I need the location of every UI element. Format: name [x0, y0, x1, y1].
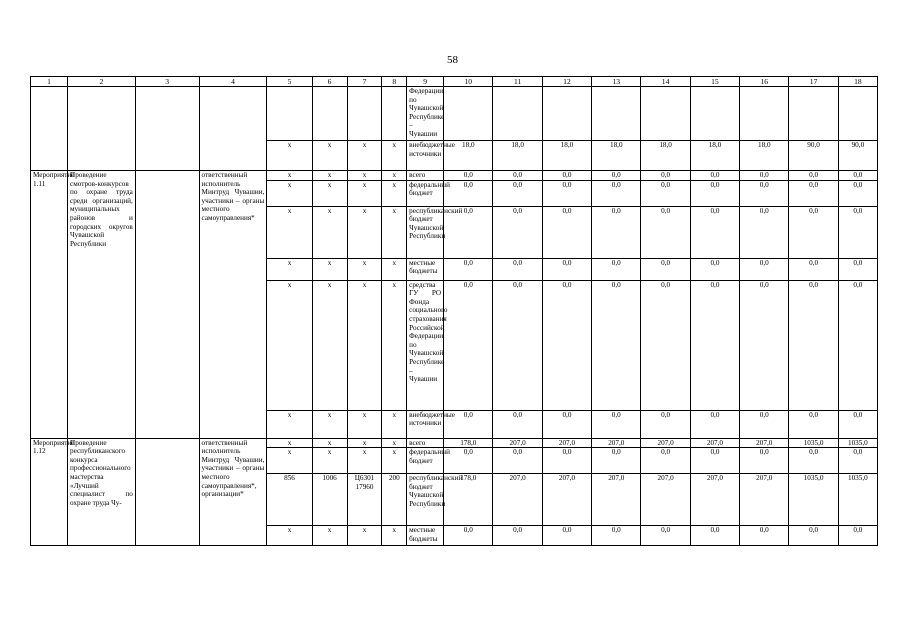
cell-value: 0,0 [740, 258, 789, 280]
cell-section: x [312, 410, 347, 438]
cell-funding-source: местные бюджеты [407, 526, 444, 546]
cell-value: 0,0 [444, 258, 493, 280]
cell-section: x [312, 448, 347, 474]
cell-value: 0,0 [690, 448, 739, 474]
column-number: 18 [838, 77, 877, 87]
cell-grbs: x [267, 438, 312, 448]
column-number: 11 [493, 77, 542, 87]
cell-empty [135, 438, 199, 546]
cell-value: 0,0 [542, 448, 591, 474]
cell-value: 207,0 [641, 438, 690, 448]
cell-target-article: x [347, 410, 382, 438]
column-number: 13 [592, 77, 641, 87]
cell-value: 0,0 [444, 171, 493, 181]
page-number: 58 [447, 54, 458, 66]
cell-value: 0,0 [641, 410, 690, 438]
cell-section: x [312, 526, 347, 546]
cell-funding-source: республиканский бюджет Чувашской Республики [407, 474, 444, 526]
cell-value: 0,0 [493, 258, 542, 280]
cell-value: 0,0 [740, 280, 789, 410]
cell-section: x [312, 280, 347, 410]
cell-value: 0,0 [444, 410, 493, 438]
cell-funding-source: внебюджетные источники [407, 141, 444, 171]
cell-value: 18,0 [592, 141, 641, 171]
cell-expense-group: x [382, 258, 407, 280]
cell-value: 90,0 [789, 141, 838, 171]
cell-value: 0,0 [690, 280, 739, 410]
cell-value: 0,0 [641, 448, 690, 474]
cell-value: 0,0 [838, 180, 877, 206]
cell-value: 0,0 [592, 448, 641, 474]
cell-value: 0,0 [444, 280, 493, 410]
cell-value: 0,0 [740, 526, 789, 546]
cell-value: 0,0 [592, 410, 641, 438]
table-row [31, 171, 878, 181]
cell-value: 0,0 [493, 171, 542, 181]
cell-value: 207,0 [542, 438, 591, 448]
cell-value: 207,0 [690, 474, 739, 526]
cell-value: 0,0 [690, 410, 739, 438]
cell-value: 178,0 [444, 474, 493, 526]
column-number: 16 [740, 77, 789, 87]
cell-expense-group: x [382, 171, 407, 181]
cell-value: 0,0 [493, 280, 542, 410]
cell-empty [592, 87, 641, 141]
cell-value: 0,0 [740, 206, 789, 258]
cell-value: 207,0 [592, 438, 641, 448]
cell-funding-source: Федерации по Чувашской Республике – Чувашии [407, 87, 444, 141]
column-number: 7 [347, 77, 382, 87]
cell-empty [267, 87, 312, 141]
column-number: 4 [199, 77, 267, 87]
cell-value: 0,0 [641, 206, 690, 258]
cell-expense-group: x [382, 526, 407, 546]
cell-value: 0,0 [592, 280, 641, 410]
cell-value: 0,0 [838, 171, 877, 181]
cell-empty [68, 87, 136, 171]
cell-value: 0,0 [690, 180, 739, 206]
cell-empty [542, 87, 591, 141]
activity-number: Мероприятие 1.11 [31, 171, 68, 439]
cell-target-article: x [347, 526, 382, 546]
cell-value: 0,0 [740, 448, 789, 474]
cell-grbs: x [267, 258, 312, 280]
cell-value: 0,0 [690, 171, 739, 181]
cell-value: 0,0 [641, 171, 690, 181]
cell-value: 0,0 [789, 448, 838, 474]
column-number: 12 [542, 77, 591, 87]
cell-empty [135, 87, 199, 171]
cell-expense-group: 200 [382, 474, 407, 526]
cell-empty [199, 87, 267, 171]
cell-grbs: 856 [267, 474, 312, 526]
cell-grbs: x [267, 180, 312, 206]
cell-value: 0,0 [789, 171, 838, 181]
cell-section: x [312, 180, 347, 206]
cell-empty [789, 87, 838, 141]
cell-expense-group: x [382, 448, 407, 474]
column-number: 10 [444, 77, 493, 87]
cell-value: 0,0 [592, 206, 641, 258]
cell-value: 1035,0 [838, 438, 877, 448]
cell-funding-source: всего [407, 171, 444, 181]
cell-empty [382, 87, 407, 141]
cell-value: 207,0 [740, 438, 789, 448]
cell-value: 0,0 [542, 526, 591, 546]
cell-section: x [312, 438, 347, 448]
cell-value: 0,0 [641, 280, 690, 410]
cell-value: 90,0 [838, 141, 877, 171]
cell-value: 1035,0 [838, 474, 877, 526]
column-number: 8 [382, 77, 407, 87]
column-number: 3 [135, 77, 199, 87]
cell-target-article: x [347, 171, 382, 181]
cell-section: 1006 [312, 474, 347, 526]
table-row [31, 438, 878, 448]
column-number: 2 [68, 77, 136, 87]
table-row [31, 87, 878, 141]
cell-expense-group: x [382, 141, 407, 171]
cell-value: 0,0 [493, 180, 542, 206]
cell-value: 207,0 [493, 474, 542, 526]
cell-grbs: x [267, 410, 312, 438]
cell-grbs: x [267, 448, 312, 474]
cell-section: x [312, 258, 347, 280]
cell-value: 0,0 [542, 258, 591, 280]
cell-funding-source: федеральный бюджет [407, 448, 444, 474]
cell-value: 0,0 [444, 448, 493, 474]
cell-empty [838, 87, 877, 141]
cell-value: 0,0 [592, 171, 641, 181]
activity-name: Проведение смотров-конкурсов по охране труда среди организаций, муниципальных районов и городских округов Чувашской Республики [68, 171, 136, 439]
cell-value: 0,0 [542, 206, 591, 258]
activity-executor: ответственный исполнитель Минтруд Чувашии, участники – органы местного самоуправления*, организации* [199, 438, 267, 546]
cell-empty [493, 87, 542, 141]
cell-value: 0,0 [641, 180, 690, 206]
column-number: 1 [31, 77, 68, 87]
cell-empty [740, 87, 789, 141]
activity-name: Проведение республиканского конкурса профессионального мастерства «Лучший специалист по охране труда Чу- [68, 438, 136, 546]
cell-value: 0,0 [690, 258, 739, 280]
cell-target-article: x [347, 280, 382, 410]
cell-value: 0,0 [444, 526, 493, 546]
column-number: 17 [789, 77, 838, 87]
cell-grbs: x [267, 280, 312, 410]
cell-target-article: x [347, 206, 382, 258]
cell-expense-group: x [382, 410, 407, 438]
cell-value: 0,0 [789, 280, 838, 410]
cell-expense-group: x [382, 180, 407, 206]
cell-section: x [312, 171, 347, 181]
cell-value: 0,0 [838, 448, 877, 474]
cell-value: 1035,0 [789, 438, 838, 448]
cell-value: 0,0 [592, 180, 641, 206]
cell-value: 18,0 [444, 141, 493, 171]
cell-value: 0,0 [641, 258, 690, 280]
column-number: 15 [690, 77, 739, 87]
cell-expense-group: x [382, 438, 407, 448]
cell-funding-source: федеральный бюджет [407, 180, 444, 206]
cell-value: 0,0 [493, 448, 542, 474]
cell-value: 0,0 [542, 180, 591, 206]
cell-value: 0,0 [493, 410, 542, 438]
cell-funding-source: средства ГУ РО Фонда социального страхования Российской Федерации по Чувашской Республике – Чувашии [407, 280, 444, 410]
column-number: 6 [312, 77, 347, 87]
cell-value: 207,0 [690, 438, 739, 448]
cell-funding-source: внебюджетные источники [407, 410, 444, 438]
cell-empty [444, 87, 493, 141]
column-number: 14 [641, 77, 690, 87]
cell-expense-group: x [382, 280, 407, 410]
cell-value: 0,0 [493, 206, 542, 258]
cell-empty [135, 171, 199, 439]
cell-grbs: x [267, 206, 312, 258]
cell-empty [641, 87, 690, 141]
cell-empty [312, 87, 347, 141]
cell-section: x [312, 206, 347, 258]
activity-number: Мероприятие 1.12 [31, 438, 68, 546]
cell-value: 0,0 [789, 410, 838, 438]
cell-value: 0,0 [542, 410, 591, 438]
cell-empty [347, 87, 382, 141]
cell-section: x [312, 141, 347, 171]
cell-target-article: x [347, 448, 382, 474]
cell-value: 207,0 [542, 474, 591, 526]
cell-value: 18,0 [740, 141, 789, 171]
cell-grbs: x [267, 141, 312, 171]
cell-target-article: x [347, 180, 382, 206]
cell-value: 0,0 [592, 526, 641, 546]
activity-executor: ответственный исполнитель Минтруд Чувашии, участники – органы местного самоуправления* [199, 171, 267, 439]
cell-value: 18,0 [493, 141, 542, 171]
cell-value: 0,0 [838, 526, 877, 546]
cell-value: 0,0 [542, 280, 591, 410]
cell-value: 0,0 [838, 206, 877, 258]
cell-value: 207,0 [641, 474, 690, 526]
cell-value: 0,0 [789, 206, 838, 258]
cell-value: 0,0 [838, 410, 877, 438]
cell-value: 0,0 [789, 180, 838, 206]
cell-value: 0,0 [592, 258, 641, 280]
cell-value: 18,0 [690, 141, 739, 171]
cell-value: 0,0 [690, 526, 739, 546]
cell-value: 207,0 [592, 474, 641, 526]
cell-value: 0,0 [641, 526, 690, 546]
cell-grbs: x [267, 171, 312, 181]
cell-empty [31, 87, 68, 171]
cell-value: 18,0 [542, 141, 591, 171]
cell-value: 0,0 [493, 526, 542, 546]
column-number: 9 [407, 77, 444, 87]
cell-value: 18,0 [641, 141, 690, 171]
budget-table [30, 76, 878, 546]
cell-target-article: x [347, 258, 382, 280]
cell-value: 0,0 [838, 258, 877, 280]
cell-value: 0,0 [789, 258, 838, 280]
cell-empty [690, 87, 739, 141]
cell-grbs: x [267, 526, 312, 546]
cell-value: 0,0 [740, 410, 789, 438]
cell-funding-source: всего [407, 438, 444, 448]
cell-value: 0,0 [740, 180, 789, 206]
cell-target-article: x [347, 438, 382, 448]
cell-value: 0,0 [444, 180, 493, 206]
cell-funding-source: местные бюджеты [407, 258, 444, 280]
column-number: 5 [267, 77, 312, 87]
cell-value: 0,0 [789, 526, 838, 546]
cell-value: 207,0 [740, 474, 789, 526]
cell-target-article: x [347, 141, 382, 171]
cell-value: 1035,0 [789, 474, 838, 526]
cell-target-article: Ц6301 17960 [347, 474, 382, 526]
cell-value: 0,0 [542, 171, 591, 181]
cell-value: 178,0 [444, 438, 493, 448]
cell-value: 0,0 [740, 171, 789, 181]
cell-value: 0,0 [838, 280, 877, 410]
cell-value: 0,0 [690, 206, 739, 258]
header-row [31, 77, 878, 87]
cell-value: 0,0 [444, 206, 493, 258]
cell-expense-group: x [382, 206, 407, 258]
cell-funding-source: республиканский бюджет Чувашской Республики [407, 206, 444, 258]
cell-value: 207,0 [493, 438, 542, 448]
